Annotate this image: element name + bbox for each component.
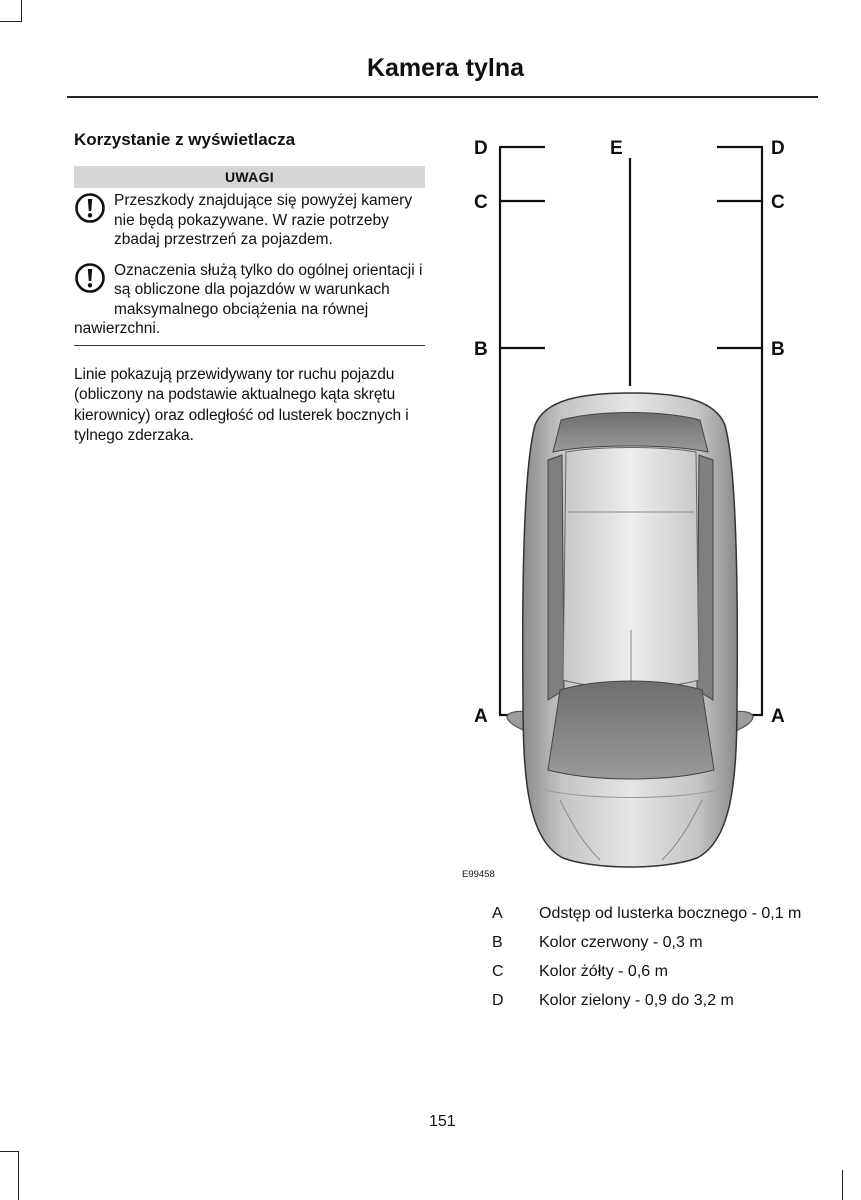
legend-row: [492, 933, 812, 953]
legend-desc: Kolor żółty - 0,6 m: [539, 963, 668, 980]
warning-note: [74, 261, 425, 339]
label-a-right: A: [771, 706, 785, 727]
legend-key: D: [492, 992, 504, 1009]
exclamation-icon: [74, 261, 114, 303]
legend-desc: Odstęp od lusterka bocznego - 0,1 m: [539, 905, 802, 922]
title-rule: [67, 96, 818, 98]
legend-key: B: [492, 934, 503, 951]
label-c-left: C: [474, 192, 488, 213]
warning-note: [74, 191, 425, 250]
legend-desc: Kolor czerwony - 0,3 m: [539, 934, 703, 951]
label-a-left: A: [474, 706, 488, 727]
crop-mark: [842, 1170, 843, 1200]
label-b-left: B: [474, 339, 488, 360]
section-heading: Korzystanie z wyświetlacza: [74, 130, 296, 149]
legend-row: [492, 962, 812, 982]
note-text: Oznaczenia służą tylko do ogólnej orientacji i są obliczone dla pojazdów w warunkach maksymalnego obciążenia na równej nawierzchni.: [74, 261, 423, 337]
car-illustration: [507, 393, 753, 867]
label-b-right: B: [771, 339, 785, 360]
exclamation-icon: [74, 191, 114, 233]
label-c-right: C: [771, 192, 785, 213]
left-column: [74, 130, 425, 462]
page-number: 151: [429, 1113, 456, 1130]
crop-mark: [21, 0, 22, 22]
legend-row: [492, 904, 812, 924]
legend-desc: Kolor zielony - 0,9 do 3,2 m: [539, 992, 734, 1009]
figure-code: E99458: [462, 869, 495, 880]
label-e: E: [610, 138, 623, 159]
legend: [492, 904, 812, 1020]
crop-mark: [18, 1151, 19, 1200]
crop-mark: [0, 1151, 18, 1152]
note-text: Przeszkody znajdujące się powyżej kamery nie będą pokazywane. W razie potrzeby zbadaj przestrzeń za pojazdem.: [114, 192, 413, 248]
notes-divider: [74, 345, 425, 346]
page-title: Kamera tylna: [366, 54, 524, 82]
label-d-right: D: [771, 138, 785, 159]
body-paragraph: Linie pokazują przewidywany tor ruchu pojazdu (obliczony na podstawie aktualnego kąta skrętu kierownicy) oraz odległość od lusterek bocznych i tylnego zderzaka.: [74, 365, 409, 444]
legend-key: A: [492, 905, 503, 922]
crop-mark: [0, 21, 21, 22]
camera-guideline-diagram: [460, 130, 810, 870]
notes-header: UWAGI: [74, 166, 425, 188]
legend-row: [492, 991, 812, 1011]
label-d-left: D: [474, 138, 488, 159]
legend-key: C: [492, 963, 504, 980]
